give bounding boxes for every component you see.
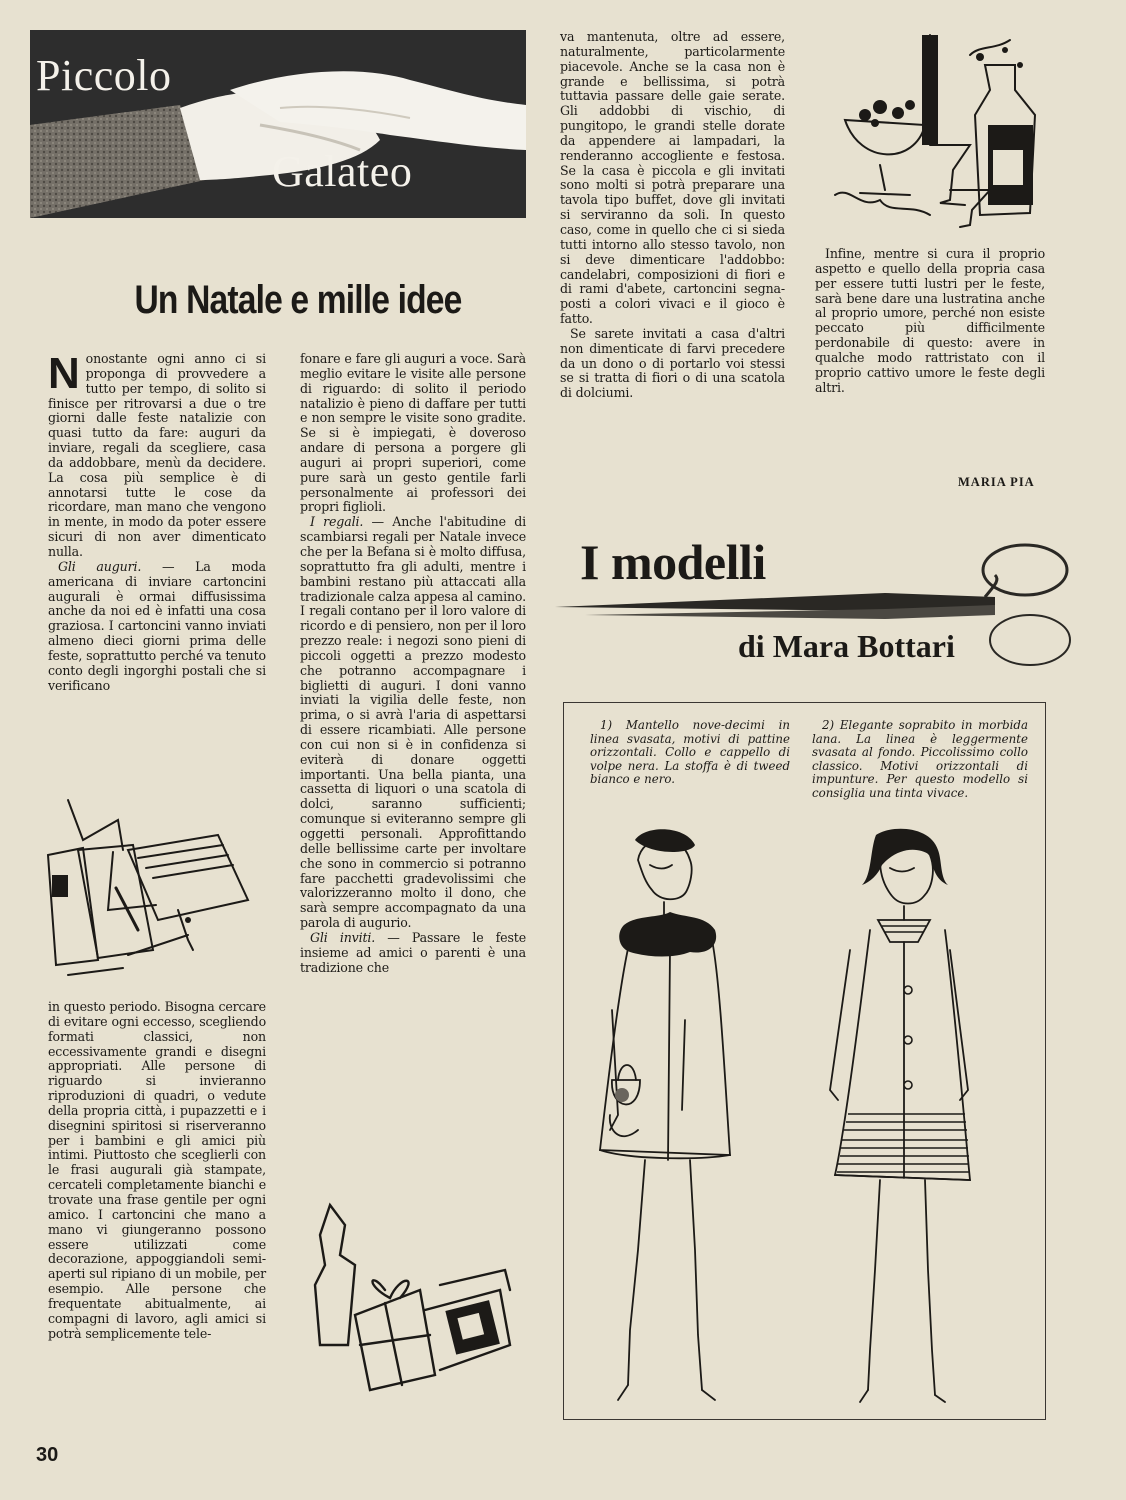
model-1-caption-text: 1) Mantello nove-decimi in linea svasata, motivi di pattine orizzontali. Collo e cappello di volpe nera. La stoffa è di tweed bianco e nero. [590, 718, 790, 787]
article-paragraph-cards: in questo periodo. Bisogna cercare di evitare ogni eccesso, scegliendo formati classici, non eccessivamente grandi e disegni appropriati. Alle persone di riguardo si invieranno riproduzioni di quadri, o vedute della propria città, i pupazzetti e i disegnini spiritosi si riserveranno per i bambini e gli amici più intimi. Piuttosto che sceglierli con le frasi augurali già stampate, cercateli completamente bianchi e trovate una frase gentile per ogni amico. I cartoncini che mano a mano vi giungeranno possono essere utilizzati come decorazione, appoggiandoli semi-aperti sul ripiano di un mobile, per esempio. Alle persone che frequentate abitualmente, ai compagni di lavoro, agli amici si potrà semplicemente tele- [48, 999, 266, 1341]
bottle-and-glasses-sketch [820, 35, 1045, 230]
model-1-caption [590, 719, 790, 787]
article-headline: Un Natale e mille idee [134, 278, 462, 322]
page-number: 30 [36, 1444, 59, 1466]
article-paragraph-regali: — Anche l'abitudine di scambiarsi regali per Natale invece che per la Befana si è molto diffusa, soprattutto fra gli adulti, mentre i bambini restano più attaccati alla tradizionale calza appesa al camino. I regali contano per il loro valore di ricordo e di pensiero, non per il loro prezzo reale: i negozi sono pieni di piccoli oggetti a prezzo modesto che potranno accompagnare i biglietti di auguri. I doni vanno inviati la vigilia delle feste, non prima, o si avrà l'aria di aspettarsi di essere ricambiati. Alle persone con cui non si è in confidenza si eviterà di donare oggetti importanti. Una bella pianta, una cassetta di liquori o una scatola di dolci, saranno sufficienti; comunque si eviteranno sempre gli oggetti personali. Approfittando delle bellissime carte per involtare che sono in commercio si potranno fare pacchetti gradevolissimi che valorizzeranno molto il dono, che sarà sempre accompagnato da una parola di augurio. [300, 514, 526, 931]
greeting-cards-sketch [38, 790, 268, 980]
article-column-1-bottom [48, 1000, 266, 1341]
article-column-4 [815, 247, 1045, 395]
article-paragraph-conclusion: Infine, mentre si cura il proprio aspetto e quello della propria casa per essere tutti lustri per le feste, sarà bene dare una lustratina anche al proprio umore, perché non esiste peccato più difficilmente perdonabile di questo: avere in qualche modo rattristato con il proprio cattivo umore le feste degli altri. [815, 246, 1045, 395]
models-byline: di Mara Bottari [738, 628, 955, 664]
article-paragraph-auguri: — La moda americana di inviare cartoncini augurali è ormai diffusissima anche da noi ed è infatti una cosa graziosa. I cartoncini vanno inviati almeno dieci giorni prima delle feste, soprattutto perché va tenuto conto degli ingorghi postali che si verificano [48, 558, 266, 693]
section-label-inviti: Gli inviti. [310, 929, 376, 945]
gift-boxes-sketch [300, 1195, 530, 1395]
article-paragraph-visits: fonare e fare gli auguri a voce. Sarà meglio evitare le visite alle persone di riguardo: di solito il periodo natalizio è pieno di daffare per tutti e non sempre le visite sono gradite. Se si è impiegati, è doveroso andare di persona a porgere gli auguri ai propri superiori, come pure sarà un gesto gentile farli personalmente ai professori dei propri figlioli. [300, 351, 526, 515]
model-2-coat-drawing [820, 830, 1020, 1410]
model-1-coat-drawing [590, 830, 790, 1410]
model-2-caption-text: 2) Elegante soprabito in morbida lana. La linea è leggermente svasata al fondo. Piccolissimo collo classico. Motivi orizzontali di impunture. Per questo modello si consiglia una tinta vivace. [812, 718, 1028, 800]
section-label-auguri: Gli auguri. [58, 558, 142, 574]
article-paragraph-gifts-host: Se sarete invitati a casa d'altri non dimenticate di farvi precedere da un dono o di portarlo voi stessi se si tratta di fiori o di una scatola di dolciumi. [560, 325, 785, 401]
author-signature: MARIA PIA [958, 475, 1035, 489]
models-title: I modelli [580, 534, 766, 590]
section-label-regali: I regali. [310, 514, 364, 530]
banner-title-line1: Piccolo [36, 51, 172, 100]
article-paragraph-intro: onostante ogni anno ci si proponga di provvedere a tutto per tempo, di solito si finisce per ritrovarsi a due o tre giorni dalle feste natalizie con quasi tutto da fare: auguri da inviare, regali da scegliere, casa da addobbare, menù da decidere. La cosa più semplice è di annotarsi tutte le cose da ricordare, man mano che vengono in mente, in modo da poter essere sicuri di non aver dimenticato nulla. [48, 351, 266, 559]
article-column-2 [300, 352, 526, 975]
model-2-caption [812, 719, 1028, 801]
rubric-banner [30, 30, 526, 218]
article-column-1-top [48, 349, 266, 693]
article-column-3 [560, 30, 785, 401]
banner-title-line2: Galateo [272, 147, 413, 196]
article-paragraph-guests: va mantenuta, oltre ad essere, naturalmente, particolarmente piacevole. Anche se la casa non è grande e bellissima, si potrà tuttavia passare delle gaie serate. Gli addobbi di vischio, di pungitopo, le grandi stelle dorate da appendere ai lampadari, la renderanno accogliente e festosa. Se la casa è piccola e gli invitati sono molti si potrà preparare una tavola tipo buffet, dove gli invitati si serviranno da soli. In questo caso, come in quello che ci si sieda tutti intorno allo stesso tavolo, non si deve dimenticare l'addobbo: candelabri, composizioni di fiori e di rami d'abete, cartoncini segna-posti a colori vivaci e il gioco è fatto. [560, 29, 785, 327]
article-paragraph-inviti: — Passare le feste insieme ad amici o parenti è una tradizione che [300, 929, 527, 975]
drop-cap: N [48, 349, 80, 398]
